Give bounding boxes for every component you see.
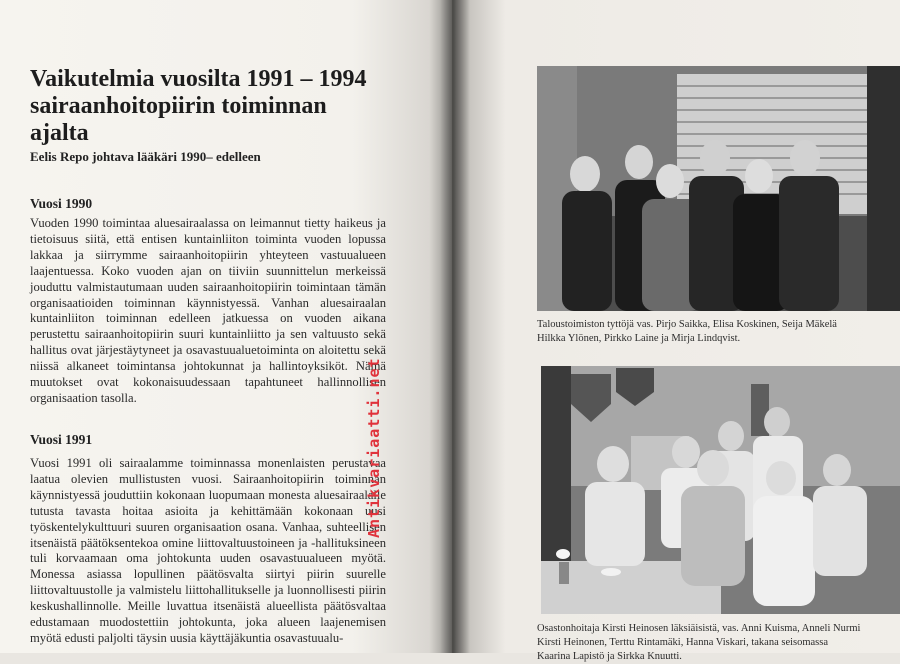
photo-farewell-party — [541, 366, 900, 614]
photo-farewell-party-image — [541, 366, 900, 614]
section-heading-1991: Vuosi 1991 — [30, 432, 93, 447]
watermark-text: Antikvariaatti.net — [365, 357, 383, 538]
section-body-1990: Vuoden 1990 toimintaa aluesairaalassa on leimannut tietty haikeus ja tietoisuus siitä, että entisen kuntainliiton toiminta vuoden lopussa lakkaa ja siirrymme sairaanhoitopiirin yhteyteen vastuualueen laajentuessa. Koko vuoden ajan on tiiviin suunnittelun merkeissä jouduttu valmistautumaan uuden sairaanhoitopiirin toimintaan tämän organisaatioiden toiminnan käynnistyessä. Vanhan aluesairaalan kuntainliiton toiminnan edelleen jatkuessa on vuoden aikana perustettu sairaanhoitopiirin suuri kuntainliitto ja sen valtuusto sekä hallitus ovat järjestäytyneet ja osavastuualuetoiminta on aloitettu sekä niissä alkaneet toimintansa johtokunnat ja hallintoyksiköt. Nämä muutokset ovat kokonaisuudessaan tapahtuneet hallinnollisen organisaation tasolla. — [30, 216, 386, 405]
article-title: Vaikutelmia vuosilta 1991 – 1994 sairaanhoitopiirin toiminnan ajalta — [30, 66, 367, 146]
photo-farewell-party-caption-line1: Osastonhoitaja Kirsti Heinosen läksiäisistä, vas. Anni Kuisma, Anneli Nurmi — [537, 623, 861, 634]
photo-farewell-party-caption-line3: Kaarina Lapistö ja Sirkka Knuutti. — [537, 651, 682, 662]
photo-office-staff-caption-line2: Hilkka Ylönen, Pirkko Laine ja Mirja Lindqvist. — [537, 333, 741, 344]
photo-farewell-party-caption-line2: Kirsti Heinonen, Terttu Rintamäki, Hanna Viskari, takana seisomassa — [537, 637, 829, 648]
section-heading-1990: Vuosi 1990 — [30, 196, 93, 211]
photo-office-staff — [537, 66, 900, 311]
book-gutter — [440, 0, 470, 653]
photo-office-staff-image — [537, 66, 900, 311]
section-body-1991: Vuosi 1991 oli sairaalamme toiminnassa monenlaisten perustavaa laatua olevien mullistusten vuosi. Sairaanhoitopiirin toiminnan käynnistyessä jouduttiin kokonaan luopumaan monesta aluesairaalalle tutusta tavasta hoitaa asioita ja kehittämään kokonaan uusi työskentelykulttuuri suuren organisaation osana. Vanhaa, suhteellisen itsenäistä päätöksentekoa omine liittovaltuustoineen ja -hallituksineen tuli korvaamaan oma johtokunta uuden osavastuualueen myötä. Monessa asiassa lopullinen päätösvalta siirtyi piirin suurelle liittovaltuustolle ja valmistelu liittohallitukselle ja luonnollisesti piirin keskushallinnolle. Meille luvattua itsenäistä alueellista päätösvaltaa edustamaan muodostettiin johtokunta, joka alueen laajenemisen myötä edusti paljolti täysin uusia käyttäjäkuntia osavastuualu- — [30, 456, 386, 645]
photo-office-staff-caption-line1: Taloustoimiston tyttöjä vas. Pirjo Saikka, Elisa Koskinen, Seija Mäkelä — [537, 319, 837, 330]
article-subtitle: Eelis Repo johtava lääkäri 1990– edelleen — [30, 149, 261, 164]
